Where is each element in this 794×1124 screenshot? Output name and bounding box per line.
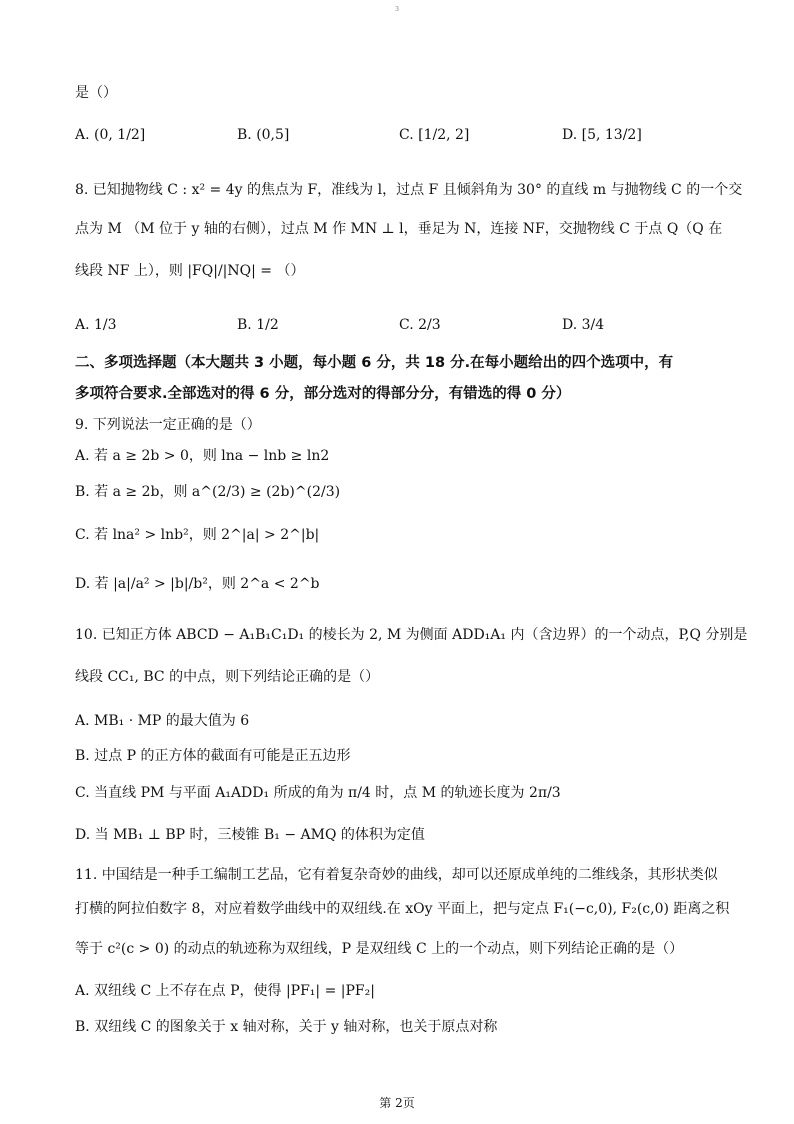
q10-option-c: C. 当直线 PM 与平面 A₁ADD₁ 所成的角为 π/4 时，点 M 的轨迹长度为 2π/3: [75, 785, 561, 801]
q9-stem: 9. 下列说法一定正确的是（）: [75, 417, 261, 433]
q11-option-a: A. 双纽线 C 上不存在点 P，使得 |PF₁| = |PF₂|: [75, 983, 375, 999]
q7-option-a: A. (0, 1/2]: [75, 127, 146, 143]
q10-option-d: D. 当 MB₁ ⊥ BP 时，三棱锥 B₁ − AMQ 的体积为定值: [75, 827, 425, 843]
q10-line-1: 10. 已知正方体 ABCD − A₁B₁C₁D₁ 的棱长为 2, M 为侧面 ADD₁A₁ 内（含边界）的一个动点，P,Q 分别是: [75, 627, 748, 643]
q9-option-c: C. 若 lna² > lnb²，则 2^|a| > 2^|b|: [75, 527, 320, 543]
q7-option-c: C. [1/2, 2]: [399, 127, 470, 143]
q7-option-b: B. (0,5]: [237, 127, 290, 143]
q8-line-2: 点为 M （M 位于 y 轴的右侧），过点 M 作 MN ⊥ l，垂足为 N，连接 NF，交抛物线 C 于点 Q（Q 在: [75, 221, 723, 237]
q9-option-b: B. 若 a ≥ 2b，则 a^(2/3) ≥ (2b)^(2/3): [75, 484, 341, 500]
q7-tail: 是（）: [75, 85, 117, 101]
q8-option-a: A. 1/3: [75, 317, 117, 333]
q11-line-3: 等于 c²(c > 0) 的动点的轨迹称为双纽线，P 是双纽线 C 上的一个动点，则下列结论正确的是（）: [75, 941, 684, 957]
q11-line-1: 11. 中国结是一种手工编制工艺品，它有着复杂奇妙的曲线，却可以还原成单纯的二维线条，其形状类似: [75, 867, 718, 883]
section-2-heading-line-1: 二、多项选择题（本大题共 3 小题，每小题 6 分，共 18 分.在每小题给出的四个选项中，有: [75, 355, 674, 371]
q8-line-1: 8. 已知抛物线 C : x² = 4y 的焦点为 F，准线为 l，过点 F 且倾斜角为 30° 的直线 m 与抛物线 C 的一个交: [75, 182, 743, 198]
q9-option-a: A. 若 a ≥ 2b > 0，则 lna − lnb ≥ ln2: [75, 448, 330, 464]
q8-line-3: 线段 NF 上），则 |FQ|/|NQ| = （）: [75, 263, 305, 279]
top-mark: 3: [395, 6, 399, 13]
q11-option-b: B. 双纽线 C 的图象关于 x 轴对称，关于 y 轴对称，也关于原点对称: [75, 1019, 498, 1035]
q10-line-2: 线段 CC₁, BC 的中点，则下列结论正确的是（）: [75, 669, 380, 685]
q7-option-d: D. [5, 13/2]: [562, 127, 642, 143]
q10-option-b: B. 过点 P 的正方体的截面有可能是正五边形: [75, 748, 351, 764]
q8-option-c: C. 2/3: [399, 317, 441, 333]
page-number: 第 2页: [379, 1096, 415, 1110]
q9-option-d: D. 若 |a|/a² > |b|/b²，则 2^a < 2^b: [75, 576, 320, 592]
q11-line-2: 打横的阿拉伯数字 8，对应着数学曲线中的双纽线.在 xOy 平面上，把与定点 F₁(−c,0), F₂(c,0) 距离之积: [75, 901, 730, 917]
q8-option-b: B. 1/2: [237, 317, 279, 333]
q8-option-d: D. 3/4: [562, 317, 605, 333]
section-2-heading-line-2: 多项符合要求.全部选对的得 6 分，部分选对的得部分分，有错选的得 0 分）: [75, 386, 571, 402]
q10-option-a: A. MB₁ · MP 的最大值为 6: [75, 713, 250, 729]
